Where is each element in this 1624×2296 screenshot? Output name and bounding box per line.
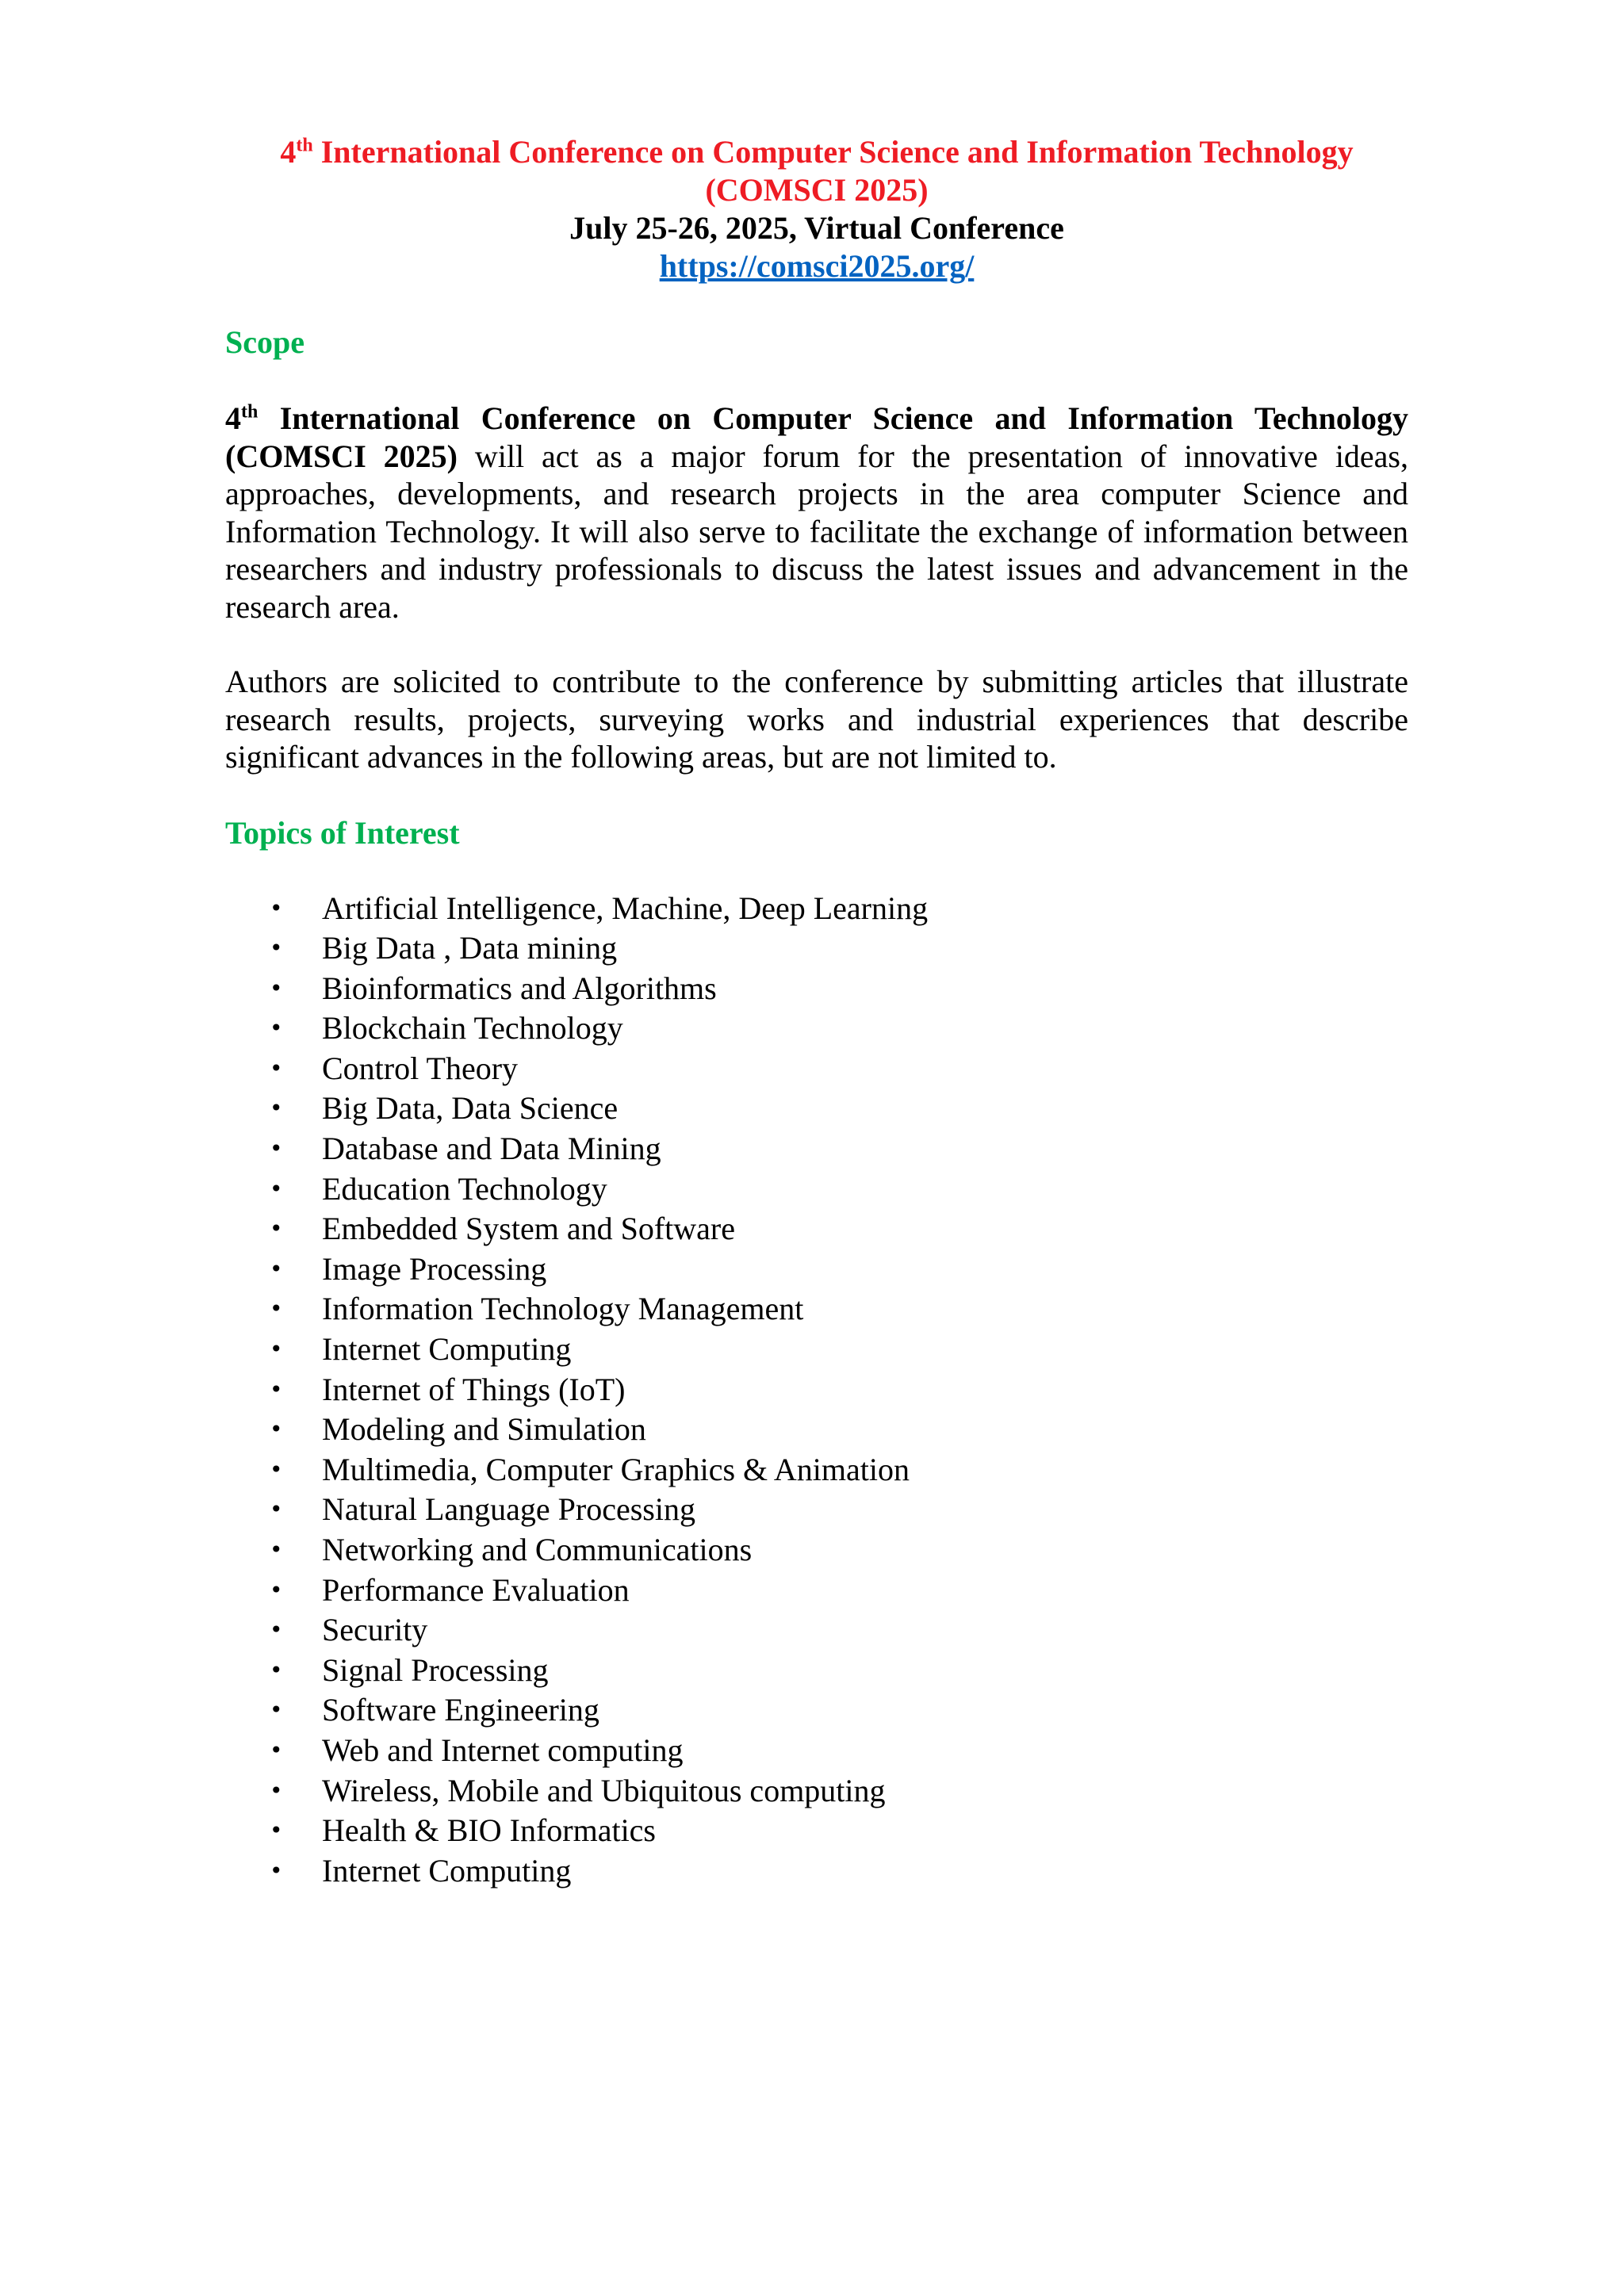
bullet-icon: • (270, 1376, 283, 1402)
topic-list-item (225, 1851, 1408, 1892)
topic-list-item (225, 1169, 1408, 1210)
bullet-icon: • (270, 1255, 283, 1282)
topic-list-item (225, 1330, 1408, 1370)
topics-heading: Topics of Interest (225, 814, 460, 851)
bullet-icon: • (270, 1576, 283, 1603)
scope-heading: Scope (225, 324, 304, 360)
bullet-icon: • (270, 935, 283, 962)
topic-list-item (225, 1089, 1408, 1129)
topic-list-item (225, 1209, 1408, 1249)
bullet-icon: • (270, 1215, 283, 1242)
bullet-icon: • (270, 1015, 283, 1042)
bullet-icon: • (270, 1456, 283, 1483)
bullet-icon: • (270, 1697, 283, 1724)
topic-label: Internet Computing (322, 1852, 572, 1888)
topic-list-item (225, 928, 1408, 969)
topic-label: Natural Language Processing (322, 1491, 695, 1528)
bullet-icon: • (270, 1617, 283, 1644)
topic-list-item (225, 1811, 1408, 1851)
scope-paragraph-1: 4th International Conference on Computer Science and Information Technology (COMSCI 2025) will act as a major forum for the presentation of innovative ideas, approaches, developments, and research projects in the area computer Science and Information Technology. It will also serve to facilitate the exchange of information between researchers and industry professionals to discuss the latest issues and advancement in the research area. (225, 400, 1408, 625)
bullet-icon: • (270, 1175, 283, 1202)
bullet-icon: • (270, 1095, 283, 1122)
topic-list-item (225, 1249, 1408, 1290)
topic-list-item (225, 1129, 1408, 1169)
topic-label: Web and Internet computing (322, 1732, 684, 1768)
topic-label: Security (322, 1612, 428, 1648)
topics-list (225, 889, 1408, 1892)
bullet-icon: • (270, 1656, 283, 1683)
topic-label: Bioinformatics and Algorithms (322, 970, 717, 1006)
topic-list-item (225, 1490, 1408, 1530)
topic-label: Database and Data Mining (322, 1131, 661, 1167)
topic-label: Networking and Communications (322, 1532, 753, 1567)
topic-label: Performance Evaluation (322, 1571, 630, 1608)
topic-list-item (225, 1370, 1408, 1410)
conference-header (225, 133, 1408, 285)
topic-label: Big Data, Data Science (322, 1090, 619, 1127)
bullet-icon: • (270, 1777, 283, 1804)
topic-label: Software Engineering (322, 1692, 599, 1728)
scope-paragraph-2: Authors are solicited to contribute to the conference by submitting articles that illustrate research results, projects, surveying works and industrial experiences that describe significant advances in the following areas, but are not limited to. (225, 664, 1408, 775)
bullet-icon: • (270, 1295, 283, 1322)
topic-label: Multimedia, Computer Graphics & Animation (322, 1451, 910, 1487)
document-page (225, 133, 1408, 1891)
topic-list-item (225, 1289, 1408, 1330)
topic-label: Internet of Things (IoT) (322, 1371, 626, 1407)
topic-list-item (225, 1530, 1408, 1571)
bullet-icon: • (270, 1536, 283, 1563)
topic-label: Education Technology (322, 1170, 607, 1207)
topic-list-item (225, 1690, 1408, 1731)
topic-label: Image Processing (322, 1250, 547, 1287)
topic-label: Health & BIO Informatics (322, 1812, 656, 1849)
topic-label: Information Technology Management (322, 1291, 804, 1327)
topic-label: Wireless, Mobile and Ubiquitous computing (322, 1772, 886, 1808)
topic-label: Internet Computing (322, 1331, 572, 1368)
conference-acronym: (COMSCI 2025) (705, 172, 929, 208)
topic-label: Big Data , Data mining (322, 930, 618, 966)
topic-list-item (225, 969, 1408, 1009)
topic-list-item (225, 1008, 1408, 1049)
topic-label: Modeling and Simulation (322, 1411, 646, 1448)
topic-list-item (225, 1410, 1408, 1450)
topic-label: Control Theory (322, 1050, 519, 1086)
bullet-icon: • (270, 1496, 283, 1523)
topic-list-item (225, 1571, 1408, 1611)
bullet-icon: • (270, 1135, 283, 1162)
bullet-icon: • (270, 1817, 283, 1844)
topic-label: Signal Processing (322, 1651, 549, 1688)
topic-label: Embedded System and Software (322, 1211, 735, 1247)
topic-list-item (225, 1610, 1408, 1651)
topic-list-item (225, 889, 1408, 929)
bullet-icon: • (270, 1336, 283, 1363)
bullet-icon: • (270, 1857, 283, 1884)
topic-list-item (225, 1771, 1408, 1812)
bullet-icon: • (270, 974, 283, 1001)
bullet-icon: • (270, 894, 283, 921)
topic-list-item (225, 1731, 1408, 1771)
topic-list-item (225, 1651, 1408, 1691)
bullet-icon: • (270, 1736, 283, 1763)
bullet-icon: • (270, 1416, 283, 1443)
conference-date-location: July 25-26, 2025, Virtual Conference (569, 210, 1064, 246)
topic-list-item (225, 1450, 1408, 1490)
topic-label: Artificial Intelligence, Machine, Deep Learning (322, 890, 929, 926)
bullet-icon: • (270, 1054, 283, 1081)
conference-url-link[interactable]: https://comsci2025.org/ (659, 248, 975, 284)
conference-title: 4th International Conference on Computer Science and Information Technology (280, 134, 1354, 170)
topic-label: Blockchain Technology (322, 1010, 623, 1047)
topic-list-item (225, 1049, 1408, 1089)
